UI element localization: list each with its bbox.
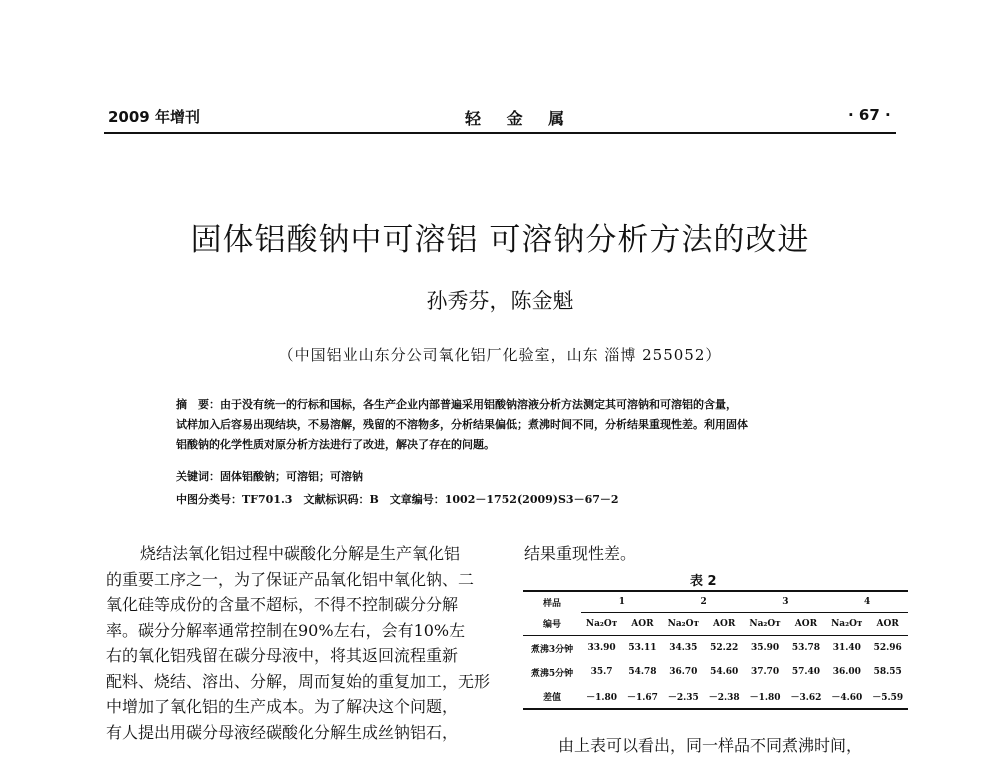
group-header: 2 <box>663 591 745 613</box>
classification-line: 中图分类号：TF701.3 文献标识码：B 文章编号：1002－1752(2009)S3－67－2 <box>176 493 619 506</box>
authors: 孙秀芬，陈金魁 <box>426 289 574 313</box>
column-header: AOR <box>622 613 663 636</box>
running-header-journal: 轻 金 属 <box>465 109 575 128</box>
table-cell: 58.55 <box>873 667 902 677</box>
abstract-line: 摘 要：由于没有统一的行标和国标，各生产企业内部普遍采用铝酸钠溶液分析方法测定其可溶钠和可溶铝的含量， <box>176 398 737 411</box>
paper-title: 固体铝酸钠中可溶铝 可溶钠分析方法的改进 <box>190 222 810 258</box>
group-header: 1 <box>581 591 663 613</box>
row-label: 煮沸5分钟 <box>530 668 574 679</box>
page-number: · 67 · <box>848 106 891 124</box>
table-cell: －2.35 <box>663 684 704 709</box>
table-subheader-row <box>523 613 908 636</box>
table-cell: 57.40 <box>791 667 821 677</box>
body-line: 右的氧化铝残留在碳分母液中，将其返回流程重新 <box>106 646 459 665</box>
table-cell: －4.60 <box>826 684 867 709</box>
header-label-number: 编号 <box>542 620 561 631</box>
abstract-line: 铝酸钠的化学性质对原分析方法进行了改进，解决了存在的问题。 <box>176 438 495 451</box>
column-header: Na₂Oᴛ <box>581 613 622 636</box>
column-header: AOR <box>867 613 908 636</box>
table-cell: 53.11 <box>622 636 663 661</box>
group-header: 3 <box>744 591 826 613</box>
body-line: 的重要工序之一，为了保证产品氧化铝中氧化钠、二 <box>106 569 475 589</box>
table-row <box>523 636 908 661</box>
table-cell: 35.90 <box>744 636 785 661</box>
table-cell: 54.60 <box>710 667 739 677</box>
table-cell: 54.78 <box>628 667 657 677</box>
table-cell: 36.70 <box>669 667 698 677</box>
column-header: Na₂Oᴛ <box>663 613 704 636</box>
table-cell: －2.38 <box>704 684 745 709</box>
table-cell: 35.7 <box>590 667 613 677</box>
body-line: 氧化硅等成份的含量不超标，不得不控制碳分分解 <box>106 595 459 614</box>
affiliation: （中国铝业山东分公司氧化铝厂化验室，山东 淄博 255052） <box>278 346 722 364</box>
keywords: 关键词：固体铝酸钠；可溶铝；可溶钠 <box>176 470 363 483</box>
body-line: 有人提出用碳分母液经碳酸化分解生成丝钠铝石， <box>106 722 459 742</box>
abstract <box>176 395 844 455</box>
column-header: Na₂Oᴛ <box>826 613 867 636</box>
table-cell: 33.90 <box>581 636 622 661</box>
group-header: 4 <box>826 591 908 613</box>
header-rule <box>104 132 896 134</box>
table-cell: －1.80 <box>744 684 785 709</box>
table-cell: －3.62 <box>786 684 827 709</box>
body-line: 配料、烧结、溶出、分解，周而复始的重复加工，无形 <box>106 671 490 691</box>
running-header-issue: 2009 年增刊 <box>108 108 200 126</box>
table-cell: 52.22 <box>704 636 745 661</box>
table-cell: －5.59 <box>867 684 908 709</box>
column-header: AOR <box>786 613 827 636</box>
right-column-text-bottom <box>524 733 862 756</box>
body-line: 中增加了氧化铝的生产成本。为了解决这个问题， <box>106 697 459 716</box>
row-label: 差值 <box>523 684 581 709</box>
body-line: 烧结法氧化铝过程中碳酸化分解是生产氧化铝 <box>140 544 461 563</box>
results-table <box>523 590 908 710</box>
right-column-text-top: 结果重现性差。 <box>524 544 637 563</box>
table-cell: 34.35 <box>663 636 704 661</box>
column-header: AOR <box>704 613 745 636</box>
column-header: Na₂Oᴛ <box>744 613 785 636</box>
table-cell: 36.00 <box>832 667 861 677</box>
table-cell: －1.67 <box>622 684 663 709</box>
table-cell: 37.70 <box>750 667 780 677</box>
table-cell: 31.40 <box>826 636 867 661</box>
table-row <box>523 684 908 709</box>
abstract-line: 试样加入后容易出现结块，不易溶解，残留的不溶物多，分析结果偏低；煮沸时间不同，分析结果重现性差。利用固体 <box>176 418 748 431</box>
body-line: 率。碳分分解率通常控制在90%左右，会有10%左 <box>106 620 466 640</box>
body-line: 由上表可以看出，同一样品不同煮沸时间， <box>558 736 863 755</box>
table-row <box>523 660 908 684</box>
table-caption: 表 2 <box>690 574 717 589</box>
table-cell: 52.96 <box>867 636 908 661</box>
row-label: 煮沸3分钟 <box>523 636 581 661</box>
table-header-row <box>523 591 908 613</box>
table-cell: －1.80 <box>581 684 622 709</box>
left-column-body <box>106 541 490 745</box>
header-label-sample: 样品 <box>523 591 581 613</box>
table-cell: 53.78 <box>786 636 827 661</box>
